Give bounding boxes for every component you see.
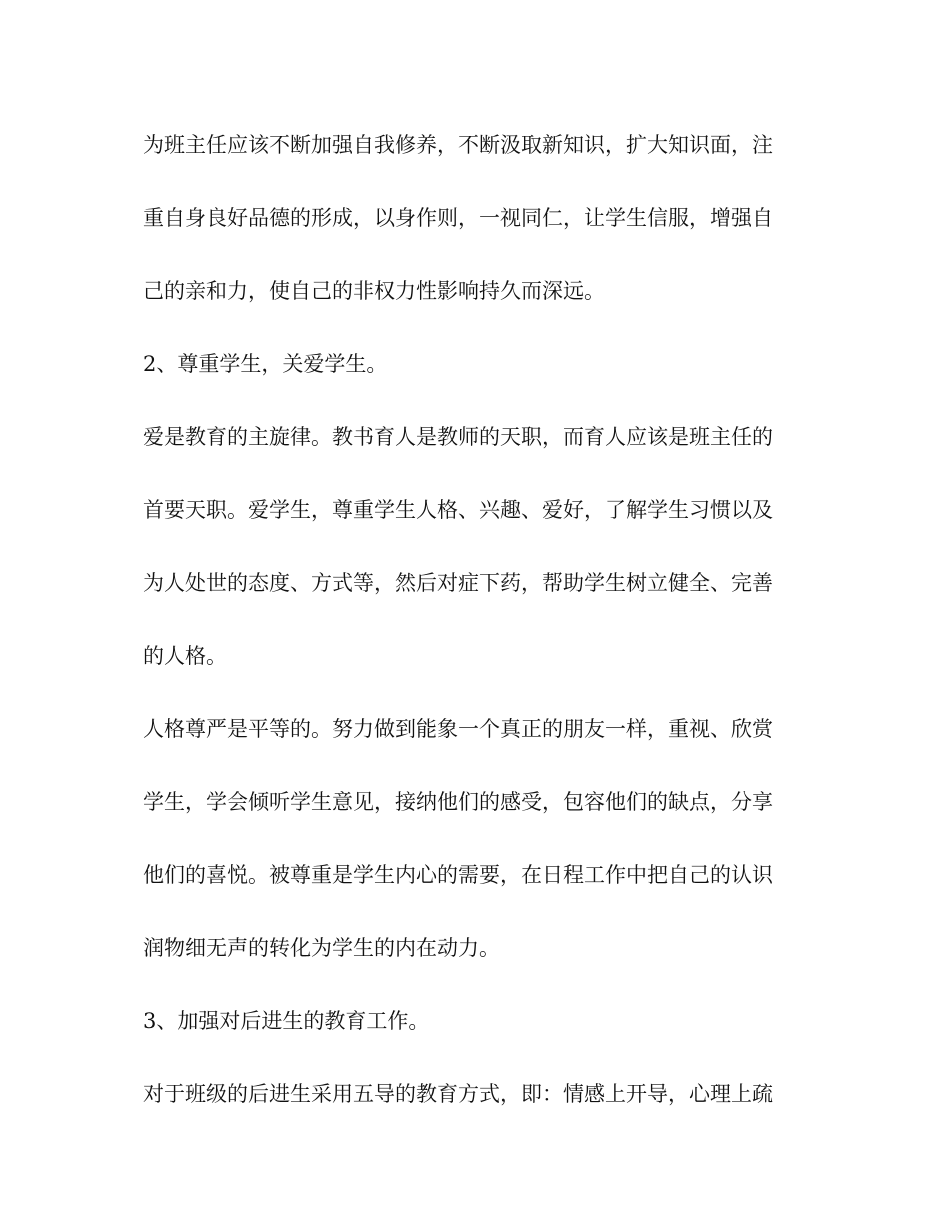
text-line: 重自身良好品德的形成，以身作则，一视同仁，让学生信服，增强自 xyxy=(143,206,773,230)
text-line: 人格尊严是平等的。努力做到能象一个真正的朋友一样，重视、欣赏 xyxy=(143,717,773,741)
text-line: 首要天职。爱学生，尊重学生人格、兴趣、爱好，了解学生习惯以及 xyxy=(143,498,773,522)
text-line: 为人处世的态度、方式等，然后对症下药，帮助学生树立健全、完善 xyxy=(143,571,773,595)
text-line: 己的亲和力，使自己的非权力性影响持久而深远。 xyxy=(143,279,605,303)
text-line: 他们的喜悦。被尊重是学生内心的需要，在日程工作中把自己的认识 xyxy=(143,863,773,887)
text-line: 的人格。 xyxy=(143,644,227,668)
section-heading: 2、尊重学生，关爱学生。 xyxy=(143,352,388,376)
text-line: 爱是教育的主旋律。教书育人是教师的天职，而育人应该是班主任的 xyxy=(143,425,773,449)
text-line: 润物细无声的转化为学生的内在动力。 xyxy=(143,936,500,960)
section-heading: 3、加强对后进生的教育工作。 xyxy=(143,1009,430,1033)
text-line: 为班主任应该不断加强自我修养，不断汲取新知识，扩大知识面，注 xyxy=(143,133,773,157)
text-line: 对于班级的后进生采用五导的教育方式，即：情感上开导，心理上疏 xyxy=(143,1082,773,1106)
text-line: 学生，学会倾听学生意见，接纳他们的感受，包容他们的缺点，分享 xyxy=(143,790,773,814)
